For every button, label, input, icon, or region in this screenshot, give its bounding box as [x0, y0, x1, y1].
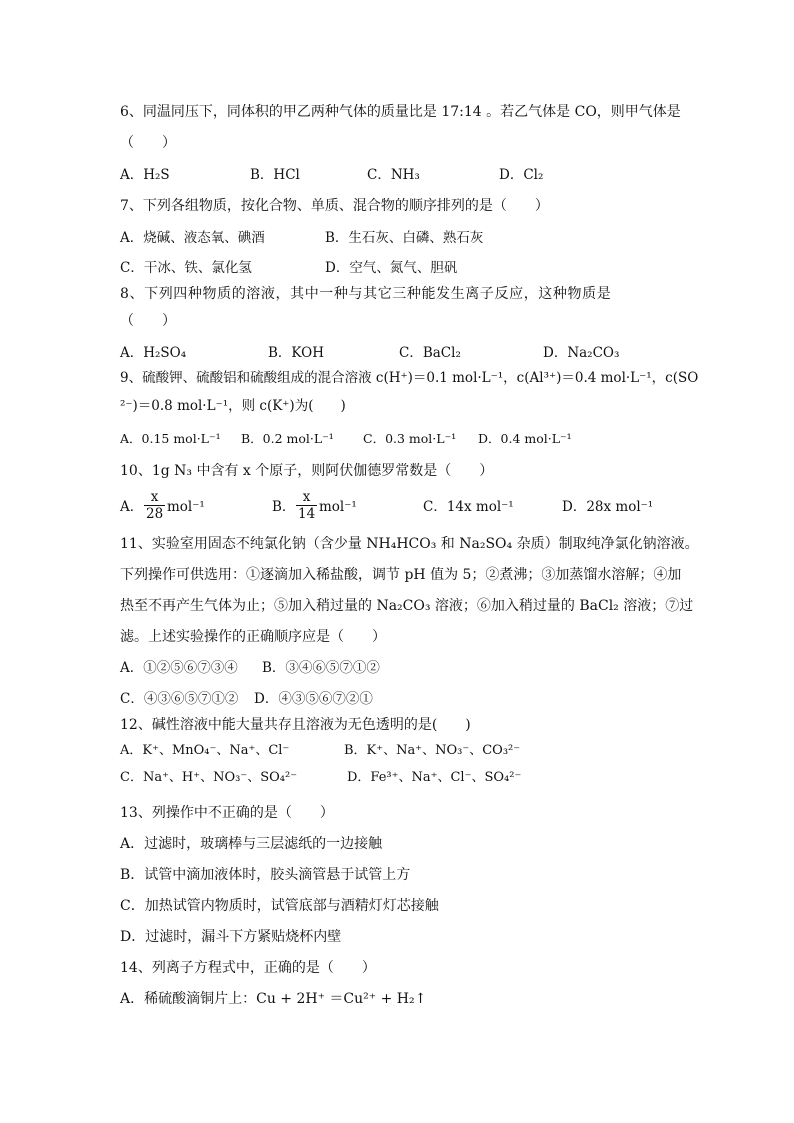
question-7-option-b: B．生石灰、白磷、熟石灰	[325, 230, 484, 246]
question-11-line-2: 下列操作可供选用：①逐滴加入稀盐酸，调节 pH 值为 5；②煮沸；③加蒸馏水溶解；④加	[120, 567, 682, 583]
fraction-denominator: 28	[146, 506, 164, 522]
question-6-option-d: D．Cl₂	[499, 167, 544, 183]
question-6-stem: 6、同温同压下，同体积的甲乙两种气体的质量比是 17:14 。若乙气体是 CO，则甲气体是	[120, 104, 681, 120]
question-14-stem: 14、列离子方程式中，正确的是（ ）	[120, 960, 376, 976]
question-9-stem-line-2: ²⁻)＝0.8 mol·L⁻¹，则 c(K⁺)为( )	[120, 398, 346, 414]
question-10-stem: 10、1g N₃ 中含有 x 个原子，则阿伏伽德罗常数是（ ）	[120, 463, 494, 479]
question-9-option-b: B．0.2 mol·L⁻¹	[241, 431, 334, 446]
question-9-option-d: D．0.4 mol·L⁻¹	[478, 431, 572, 446]
question-12-stem: 12、碱性溶液中能大量共存且溶液为无色透明的是( )	[120, 717, 471, 733]
question-10-option-a-label: A．	[120, 499, 144, 515]
question-11-option-b: B．③④⑥⑤⑦①②	[262, 660, 380, 676]
question-6-answer-paren: （ ）	[120, 135, 176, 151]
question-7-option-c: C．干冰、铁、氯化氢	[120, 260, 252, 276]
question-14-option-a: A．稀硫酸滴铜片上：Cu + 2H⁺ ＝Cu²⁺ + H₂↑	[120, 991, 427, 1007]
question-10-option-b-fraction	[296, 489, 317, 522]
question-10-option-d: D．28x mol⁻¹	[562, 499, 654, 515]
question-7-option-a: A．烧碱、液态氧、碘酒	[120, 230, 265, 246]
question-11-option-c: C．④③⑥⑤⑦①②	[120, 691, 239, 707]
question-6-option-b: B．HCl	[250, 167, 300, 183]
question-12-option-d: D．Fe³⁺、Na⁺、Cl⁻、SO₄²⁻	[347, 770, 522, 785]
question-12-option-c: C．Na⁺、H⁺、NO₃⁻、SO₄²⁻	[120, 770, 298, 785]
question-10-option-a-fraction	[144, 489, 165, 522]
question-7-stem: 7、下列各组物质，按化合物、单质、混合物的顺序排列的是（ ）	[120, 198, 549, 214]
question-12-option-a: A．K⁺、MnO₄⁻、Na⁺、Cl⁻	[120, 743, 290, 758]
question-8-answer-paren: （ ）	[120, 313, 176, 329]
question-13-option-b: B．试管中滴加液体时，胶头滴管悬于试管上方	[120, 867, 411, 883]
question-9-option-a: A．0.15 mol·L⁻¹	[120, 431, 221, 446]
question-10-option-c: C．14x mol⁻¹	[423, 499, 514, 515]
question-9-option-c: C．0.3 mol·L⁻¹	[363, 431, 457, 446]
question-10-option-b-label: B．	[272, 499, 296, 515]
question-8-option-b: B．KOH	[268, 345, 324, 361]
question-8-option-d: D．Na₂CO₃	[543, 345, 620, 361]
question-13-option-d: D．过滤时，漏斗下方紧贴烧杯内壁	[120, 929, 342, 945]
question-10-option-a-unit: mol⁻¹	[167, 499, 205, 515]
question-8-option-c: C．BaCl₂	[399, 345, 461, 361]
question-9-stem-line-1: 9、硫酸钾、硫酸铝和硫酸组成的混合溶液 c(H⁺)＝0.1 mol·L⁻¹，c(Al³⁺)＝0.4 mol·L⁻¹，c(SO	[120, 370, 699, 386]
question-10-option-b-unit: mol⁻¹	[319, 499, 357, 515]
question-8-stem: 8、下列四种物质的溶液，其中一种与其它三种能发生离子反应，这种物质是	[120, 286, 612, 302]
question-11-line-1: 11、实验室用固态不纯氯化钠（含少量 NH₄HCO₃ 和 Na₂SO₄ 杂质）制取纯净氯化钠溶液。	[120, 536, 699, 552]
question-13-option-a: A．过滤时，玻璃棒与三层滤纸的一边接触	[120, 836, 383, 852]
question-11-option-d: D．④③⑤⑥⑦②①	[254, 691, 373, 707]
question-6-option-a: A．H₂S	[120, 167, 170, 183]
fraction-numerator: x	[150, 489, 159, 505]
question-11-option-a: A．①②⑤⑥⑦③④	[120, 660, 238, 676]
fraction-numerator: x	[302, 489, 311, 505]
question-13-option-c: C．加热试管内物质时，试管底部与酒精灯灯芯接触	[120, 898, 439, 914]
question-12-option-b: B．K⁺、Na⁺、NO₃⁻、CO₃²⁻	[344, 743, 521, 758]
question-7-option-d: D．空气、氮气、胆矾	[325, 260, 458, 276]
fraction-denominator: 14	[298, 506, 316, 522]
question-6-option-c: C．NH₃	[367, 167, 420, 183]
question-11-line-4: 滤。上述实验操作的正确顺序应是（ ）	[120, 629, 386, 645]
question-13-stem: 13、列操作中不正确的是（ ）	[120, 805, 334, 821]
question-8-option-a: A．H₂SO₄	[120, 345, 187, 361]
question-11-line-3: 热至不再产生气体为止；⑤加入稍过量的 Na₂CO₃ 溶液；⑥加入稍过量的 BaCl₂ 溶液；⑦过	[120, 598, 694, 614]
